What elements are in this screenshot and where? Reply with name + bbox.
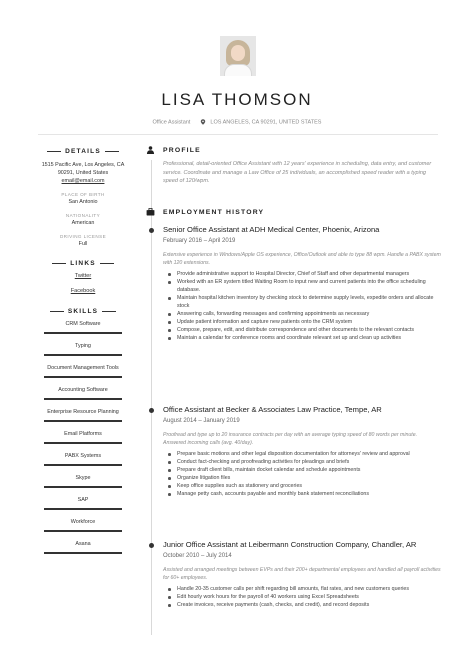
list-item: Edit hourly work hours for the payroll of 40 workers using Excel Spreadsheets: [163, 593, 441, 601]
skills-heading: SKILLS: [38, 308, 128, 315]
list-item: Manage petty cash, accounts payable and monthly bank statement reconciliations: [163, 490, 441, 498]
skill-level-bar: [44, 376, 122, 378]
place-of-birth-label: PLACE OF BIRTH: [61, 192, 105, 197]
profile-photo: [220, 36, 256, 76]
sidebar: [38, 140, 128, 554]
profile-summary: Professional, detail-oriented Office Assistant with 12 years' experience in scheduling, data entry, and customer service. Coordinate and manage a Law Office of 25 individuals, an accomplished speed reader with a typing speed of 120/wpm.: [163, 161, 432, 184]
job-dates: October 2010 – July 2014: [163, 553, 232, 559]
details-block: [38, 161, 128, 248]
skill-level-bar: [44, 464, 122, 466]
details-heading: DETAILS: [38, 148, 128, 155]
list-item: Provide administrative support to Hospital Director, Chief of Staff and other departmental managers: [163, 270, 441, 278]
list-item: Maintain hospital kitchen inventory by checking stock to determine supply levels, expedite orders and allocate stock: [163, 294, 441, 310]
skill-level-bar: [44, 442, 122, 444]
skill-item: Skype: [38, 474, 128, 488]
skills-list: [38, 320, 128, 554]
skill-item: Document Management Tools: [38, 364, 128, 378]
skill-level-bar: [44, 486, 122, 488]
job-title: Senior Office Assistant at ADH Medical Center, Phoenix, Arizona: [163, 225, 380, 234]
briefcase-icon: [146, 208, 155, 216]
job-bullets: [163, 450, 441, 498]
header-divider: [38, 134, 438, 135]
skill-level-bar: [44, 398, 122, 400]
header-subline: [0, 119, 474, 125]
license-value: Full: [78, 241, 88, 247]
job-bullets: [163, 270, 441, 342]
location-pin-icon: [200, 119, 206, 125]
skill-item: Typing: [38, 342, 128, 356]
nationality-value: American: [71, 220, 95, 226]
timeline-dot: [149, 543, 154, 548]
facebook-link[interactable]: Facebook: [70, 288, 96, 294]
job-description: Extensive experience in Windows/Apple OS experience, Office/Outlook and able to type 88 wpm. Handle a PABX system with 120 extensions.: [163, 252, 441, 266]
twitter-link[interactable]: Twitter: [74, 273, 92, 279]
job-description: Proofread and type up to 20 insurance contracts per day with an average typing speed of 80 words per minute. Answered incoming calls (avg. 40/day).: [163, 432, 418, 446]
skill-item: Asana: [38, 540, 128, 554]
timeline-dot: [149, 228, 154, 233]
job-entry: [163, 540, 441, 609]
email-link[interactable]: email@email.com: [61, 178, 105, 184]
skill-item: SAP: [38, 496, 128, 510]
timeline-dot: [149, 408, 154, 413]
location-text: LOS ANGELES, CA 90291, UNITED STATES: [210, 119, 322, 126]
links-list: [38, 272, 128, 296]
list-item: Worked with an ER system titled Waiting Room to input new and current patients into the office scheduling database.: [163, 278, 441, 294]
skill-item: Email Platforms: [38, 430, 128, 444]
nationality-label: NATIONALITY: [65, 213, 101, 218]
skill-level-bar: [44, 552, 122, 554]
list-item: Compose, prepare, edit, and distribute correspondence and other documents to the relevant contacts: [163, 326, 441, 334]
employment-heading: EMPLOYMENT HISTORY: [163, 209, 265, 216]
job-title: Office Assistant: [152, 119, 191, 126]
list-item: Prepare basic motions and other legal disposition documentation for attorneys' review and approval: [163, 450, 441, 458]
job-title: Junior Office Assistant at Leibermann Construction Company, Chandler, AR: [163, 540, 417, 549]
job-title: Office Assistant at Becker & Associates Law Practice, Tempe, AR: [163, 405, 382, 414]
list-item: Handle 20-35 customer calls per shift regarding bill amounts, flat rates, and new customers queries: [163, 585, 441, 593]
job-description: Assisted and arranged meetings between EVPs and their 200+ departmental employees and handled all payroll activities for 60+ employees.: [163, 567, 441, 581]
list-item: Create invoices, receive payments (cash, checks, and credit), and record deposits: [163, 601, 441, 609]
skill-item: Workforce: [38, 518, 128, 532]
list-item: Maintain a calendar for conference rooms and coordinate relevant set up and clean up activities: [163, 334, 441, 342]
skill-item: PABX Systems: [38, 452, 128, 466]
skill-level-bar: [44, 530, 122, 532]
job-bullets: [163, 585, 441, 609]
job-dates: August 2014 – January 2019: [163, 418, 240, 424]
skill-item: Accounting Software: [38, 386, 128, 400]
place-of-birth-value: San Antonio: [68, 199, 98, 205]
address-line1: 1515 Pacific Ave, Los Angeles, CA: [41, 162, 125, 168]
list-item: Prepare draft client bills, maintain docket calendar and schedule appointments: [163, 466, 441, 474]
job-entry: [163, 405, 441, 498]
profile-heading: PROFILE: [163, 147, 201, 154]
skill-level-bar: [44, 354, 122, 356]
skill-item: Enterprise Resource Planning: [38, 408, 128, 422]
license-label: DRIVING LICENSE: [59, 234, 107, 239]
list-item: Update patient information and capture new patients onto the CRM system: [163, 318, 441, 326]
list-item: Answering calls, forwarding messages and confirming appointments as necessary: [163, 310, 441, 318]
links-heading: LINKS: [38, 260, 128, 267]
skill-level-bar: [44, 332, 122, 334]
list-item: Organize litigation files: [163, 474, 441, 482]
skill-level-bar: [44, 420, 122, 422]
candidate-name: LISA THOMSON: [161, 90, 313, 109]
skill-level-bar: [44, 508, 122, 510]
list-item: Keep office supplies such as stationery and groceries: [163, 482, 441, 490]
job-entry: [163, 225, 441, 342]
job-dates: February 2016 – April 2019: [163, 238, 236, 244]
skill-item: CRM Software: [38, 320, 128, 334]
list-item: Conduct fact-checking and proofreading activities for pleadings and briefs: [163, 458, 441, 466]
address-line2: 90291, United States: [57, 170, 109, 176]
person-icon: [146, 146, 155, 154]
